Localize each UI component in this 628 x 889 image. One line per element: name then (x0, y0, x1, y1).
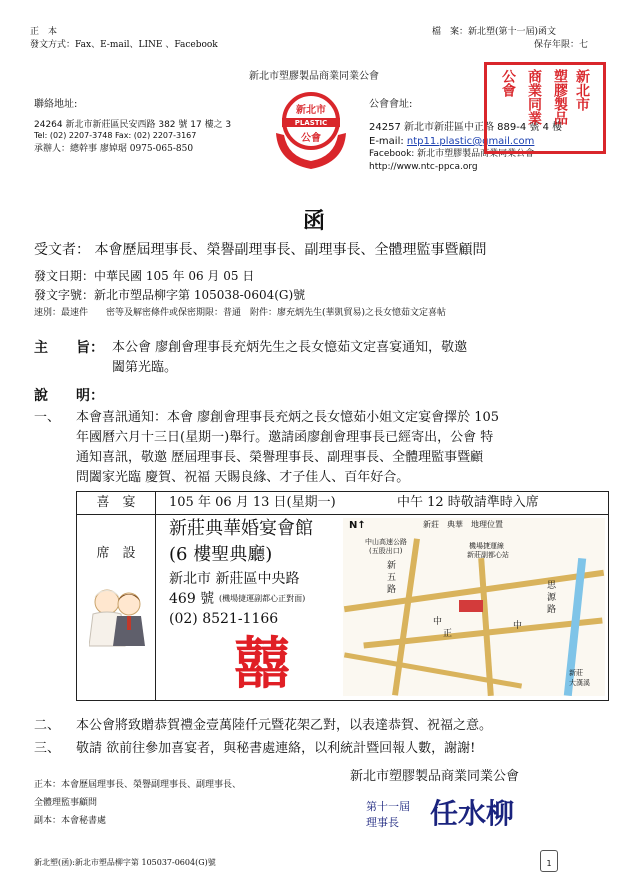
subject-label: 主 旨： (34, 340, 104, 356)
signature-role: 理事長 (366, 816, 399, 829)
item-2-number: 二、 (34, 718, 61, 733)
map-label-road-f: 路 (387, 585, 397, 595)
page-number-badge (540, 850, 558, 872)
map-label-river: 大漢溪 (569, 679, 590, 687)
copies-line-3: 副本：本會秘書處 (34, 816, 107, 826)
venue-phone: (02) 8521-1166 (169, 611, 279, 627)
couple-illustration (89, 584, 147, 648)
map-label-road-g: 思 (547, 581, 557, 591)
map-label-road-a: 中 (433, 617, 443, 627)
item-1-line-1: 本會喜訊通知：本會 廖創會理事長充炳之長女憶茹小姐文定宴會擇於 105 (76, 410, 500, 425)
table-divider-vertical (155, 492, 156, 700)
map-label-road-b: 中 (513, 621, 523, 631)
recipient-label: 受文者： (34, 242, 90, 258)
map-label-road-i: 路 (547, 605, 557, 615)
item-1-number: 一、 (34, 410, 61, 425)
feast-label: 喜 宴 (96, 495, 136, 510)
item-1-line-4: 問闔家光臨 慶賀、祝福 天賜良緣、才子佳人、百年好合。 (76, 470, 410, 485)
map-label-district: 新莊 (569, 669, 583, 677)
footer-reference: 新北塑(函):新北市塑品柳字第 105037-0604(G)號 (34, 858, 216, 867)
issue-date: 發文日期：中華民國 105 年 06 月 05 日 (34, 269, 255, 283)
office-address: 24257 新北市新莊區中正路 889-4 號 4 樓 (369, 122, 563, 133)
retention-period: 保存年限：七 (534, 40, 589, 50)
document-type: 函 (302, 208, 325, 234)
map-label-road-e: 五 (387, 573, 397, 583)
map-header: 新莊 典華 地理位置 (423, 520, 503, 529)
venue-address-1: 新北市 新莊區中央路 (169, 571, 300, 587)
venue-label: 席 設 (96, 546, 136, 561)
office-facebook: Facebook: 新北市塑膠製品商業同業公會 (369, 149, 535, 159)
map-label-road-c: 正 (443, 629, 453, 639)
seal-col-4: 公會 (500, 69, 516, 97)
venue-name: 新莊典華婚宴會館 (169, 518, 313, 539)
double-happiness-char: 囍 (234, 631, 286, 697)
map-label-exit: (五股出口) (369, 547, 403, 555)
venue-address-2: 469 號 (169, 591, 215, 607)
item-1-line-3: 通知喜訊，敬邀 歷屆理事長、榮譽理事長、副理事長、全體理監事暨顧 (76, 450, 484, 465)
venue-hall: (6 樓聖典廳) (169, 544, 273, 565)
event-table (76, 491, 609, 701)
signature-term: 第十一屆 (366, 800, 410, 813)
map-road-3 (392, 538, 420, 695)
logo-band-text: PLASTIC (294, 119, 328, 127)
seal-col-2: 新北市 (574, 69, 590, 111)
signature-name: 任水柳 (430, 797, 515, 830)
contact-label: 聯絡地址: (34, 99, 78, 110)
office-email-label: E-mail: (369, 136, 404, 147)
map-label-highway: 中山高速公路 (365, 538, 407, 546)
subject-line-2: 闔第光臨。 (112, 360, 178, 375)
issue-number: 發文字號：新北市塑品柳字第 105038-0604(G)號 (34, 288, 306, 302)
org-title: 新北市塑膠製品商業同業公會 (249, 71, 379, 82)
table-divider-horizontal (77, 514, 608, 515)
copies-line-2: 全體理監事顧問 (34, 798, 98, 808)
meta-line: 速別：最速件 密等及解密條件或保密期限：普通 附件：廖充炳先生(華凱貿易)之長女憶茹文定喜帖 (34, 308, 447, 318)
feast-time: 中午 12 時敬請準時入席 (397, 495, 539, 510)
item-3-number: 三、 (34, 741, 61, 756)
map-road-4 (478, 558, 494, 696)
north-arrow-icon: N↑ (349, 520, 366, 531)
copy-type: 正 本 (30, 27, 58, 37)
file-number: 檔 案：新北塑(第十一屆)函文 (432, 27, 557, 37)
map-label-mrt-line: 機場捷運線 (469, 542, 504, 550)
logo-bottom-text: 公會 (301, 133, 321, 144)
subject-line-1: 本公會 廖創會理事長充炳先生之長女憶茹文定喜宴通知，敬邀 (112, 340, 468, 355)
recipient-row (34, 241, 486, 259)
association-logo (268, 85, 354, 171)
double-happiness-graphic (185, 632, 335, 696)
seal-col-3: 商業同業 (526, 69, 542, 125)
seal-col-1: 塑膠製品 (552, 69, 568, 125)
map-label-mrt-station: 新莊副都心站 (467, 551, 509, 559)
recipient-value: 本會歷屆理事長、榮譽副理事長、副理事長、全體理監事暨顧問 (94, 242, 487, 258)
venue-marker (459, 600, 483, 612)
contact-address: 24264 新北市新莊區民安西路 382 號 17 樓之 3 (34, 120, 232, 130)
map-label-road-h: 源 (547, 593, 557, 603)
copies-line-1: 正本：本會歷屆理事長、榮譽副理事長、副理事長、 (34, 780, 242, 790)
dispatch-method: 發文方式：Fax、E-mail、LINE 、Facebook (30, 40, 218, 50)
contact-phone-fax: Tel: (02) 2207-3748 Fax: (02) 2207-3167 (34, 131, 197, 140)
item-1-line-2: 年國曆六月十三日(星期一)舉行。邀請函廖創會理事長已經寄出，公會 特 (76, 430, 494, 445)
map-label-road-d: 新 (387, 561, 397, 571)
feast-date: 105 年 06 月 13 日(星期一) (169, 495, 336, 510)
map-road-5 (344, 652, 522, 688)
office-email-link[interactable]: ntp11.plastic@gmail.com (406, 136, 535, 147)
item-3-text: 敬請 欲前往參加喜宴者，與秘書處連絡，以利統計暨回報人數，謝謝! (76, 741, 476, 756)
venue-note: (機場捷運副都心正對面) (219, 594, 306, 603)
logo-top-text: 新北市 (296, 105, 326, 116)
signature-org: 新北市塑膠製品商業同業公會 (350, 769, 520, 784)
venue-map (343, 518, 605, 696)
office-website: http://www.ntc-ppca.org (369, 162, 478, 172)
contact-block (34, 98, 264, 155)
office-label: 公會會址: (369, 99, 413, 110)
item-2-text: 本公會將致贈恭賀禮金壹萬陸仟元暨花架乙對，以表達恭賀、祝福之意。 (76, 718, 493, 733)
page-number: 1 (546, 859, 552, 868)
official-seal (484, 62, 606, 154)
explain-label: 說 明： (34, 388, 104, 404)
contact-handler: 承辦人：總幹事 廖婥琚 0975-065-850 (34, 144, 194, 154)
